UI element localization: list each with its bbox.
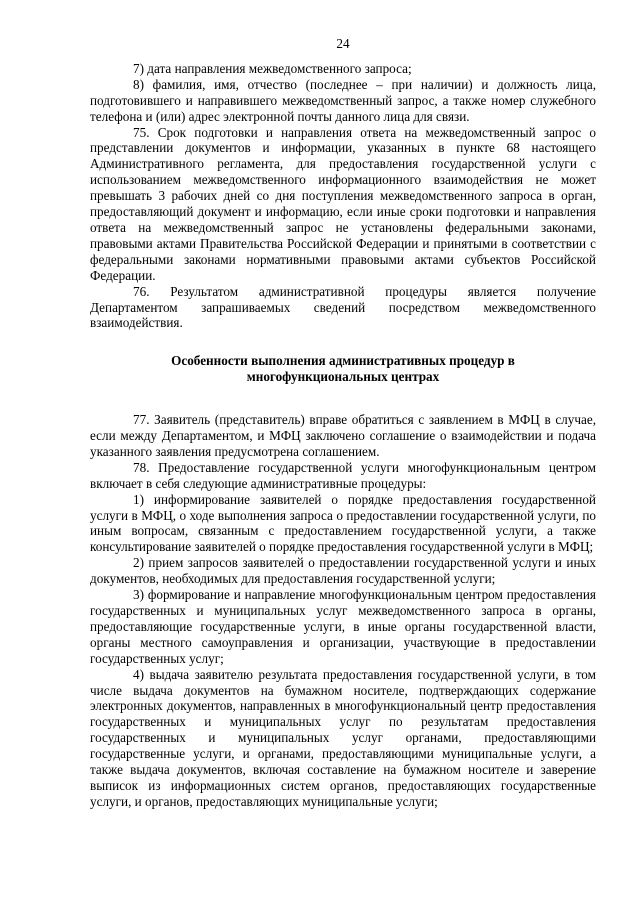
paragraph-75: 75. Срок подготовки и направления ответа на межведомственный запрос о представлении документов и информации, указанных в пункте 68 настоящего Административного регламента, для предоставления государственной услуги с использованием межведомственного информационного взаимодействия не может превышать 3 рабочих дней со дня поступления межведомственного запроса в орган, предоставляющий документ и информацию, если иные сроки подготовки и направления ответа на межведомственный запрос не установлены федеральными законами, правовыми актами Правительства Российской Федерации и принятыми в соответствии с федеральными законами нормативными правовыми актами субъектов Российской Федерации. <box>90 124 596 283</box>
page-number: 24 <box>336 36 350 51</box>
paragraph-78-item-3: 3) формирование и направление многофункциональным центром предоставления государственных и муниципальных услуг межведомственного запроса в органы, предоставляющие государственные услуги, в иные органы государственной власти, органы местного самоуправления и организации, участвующие в предоставлении государственных услуг; <box>90 587 596 666</box>
section-heading-line-1: Особенности выполнения административных процедур в <box>171 353 515 369</box>
paragraph-78-item-1: 1) информирование заявителей о порядке предоставления государственной услуги в МФЦ, о ходе выполнения запроса о предоставлении государственной услуги, по иным вопросам, связанным с предоставлением государственной услуги, а также консультирование заявителей о порядке предоставления государственной услуги в МФЦ; <box>90 491 596 555</box>
paragraph-76: 76. Результатом административной процедуры является получение Департаментом запрашиваемых сведений посредством межведомственного взаимодействия. <box>90 283 596 331</box>
paragraph-item-7: 7) дата направления межведомственного запроса; <box>133 60 412 76</box>
text-block-top <box>90 61 596 331</box>
paragraph-78: 78. Предоставление государственной услуги многофункциональным центром включает в себя следующие административные процедуры: <box>90 459 596 491</box>
text-block-bottom <box>90 412 596 810</box>
document-page <box>90 36 596 810</box>
section-heading-line-2: многофункциональных центрах <box>246 369 440 385</box>
paragraph-77: 77. Заявитель (представитель) вправе обратиться с заявлением в МФЦ в случае, если между Департаментом, и МФЦ заключено соглашение о взаимодействии и подача указанного заявления предусмотрена соглашением. <box>90 412 596 459</box>
section-heading <box>90 353 596 385</box>
paragraph-78-item-2: 2) прием запросов заявителей о предоставлении государственной услуги и иных документов, необходимых для предоставления государственной услуги; <box>90 555 596 587</box>
paragraph-item-8: 8) фамилия, имя, отчество (последнее – при наличии) и должность лица, подготовившего и направившего межведомственный запрос, а также номер служебного телефона и (или) адрес электронной почты данного лица для связи. <box>90 76 596 124</box>
paragraph-78-item-4: 4) выдача заявителю результата предоставления государственной услуги, в том числе выдача документов на бумажном носителе, подтверждающих содержание электронных документов, направленных в многофункциональный центр предоставления государственных и муниципальных услуг по результатам предоставления государственных и муниципальных услуг органами, предоставляющими государственные услуги, и органами, предоставляющими муниципальные услуги, а также выдача документов, включая составление на бумажном носителе и заверение выписок из информационных систем органов, предоставляющих государственные услуги, и органов, предоставляющих муниципальные услуги; <box>90 666 596 809</box>
